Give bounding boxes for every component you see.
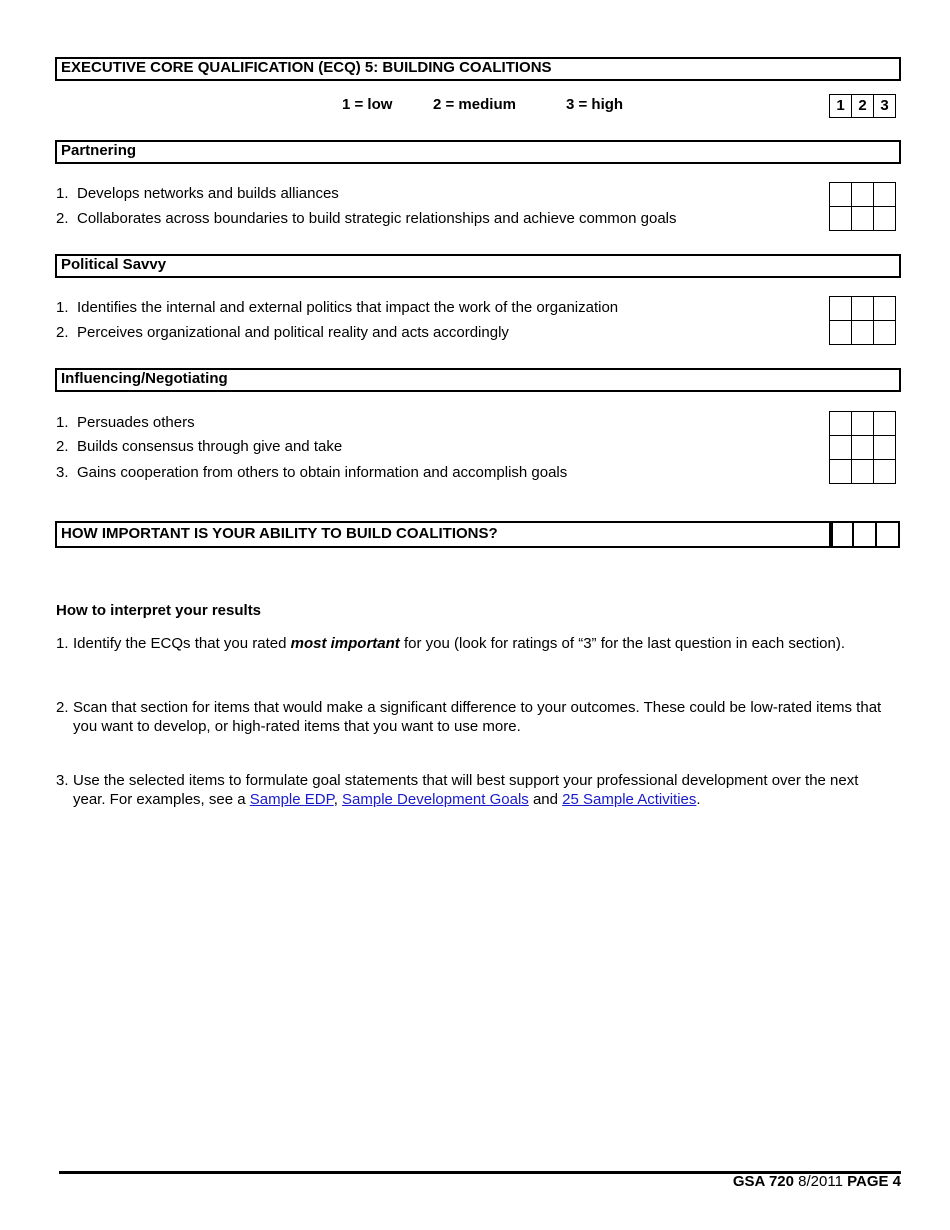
- step-text: [73, 634, 891, 653]
- list-item: [56, 299, 618, 316]
- rating-grid-political-savvy: [829, 296, 896, 345]
- scale-low: 1 = low: [342, 96, 393, 113]
- footer: [733, 1173, 901, 1190]
- rating-cell[interactable]: [874, 412, 896, 436]
- list-item: [56, 414, 195, 431]
- item-number: 2.: [56, 210, 69, 227]
- step-number: 2.: [56, 699, 69, 716]
- group-title: Political Savvy: [61, 256, 167, 273]
- page-number: PAGE 4: [847, 1173, 901, 1190]
- group-title-bar-partnering: [55, 140, 901, 164]
- item-number: 2.: [56, 438, 69, 455]
- item-text: Perceives organizational and political reality and acts accordingly: [77, 324, 509, 341]
- list-item: [56, 210, 677, 227]
- step-emphasis: most important: [290, 635, 400, 652]
- rating-cell[interactable]: [830, 321, 852, 345]
- rating-cell[interactable]: [852, 297, 874, 321]
- rating-cell[interactable]: [874, 436, 896, 460]
- sample-development-goals-link[interactable]: Sample Development Goals: [342, 791, 529, 808]
- rating-cell[interactable]: [852, 183, 874, 207]
- rating-cell[interactable]: [852, 207, 874, 231]
- step-number: 3.: [56, 772, 69, 789]
- interpret-heading: How to interpret your results: [56, 602, 262, 619]
- interpret-step-2: [56, 698, 891, 736]
- list-item: [56, 464, 567, 481]
- rating-cell[interactable]: [874, 183, 896, 207]
- item-number: 3.: [56, 464, 69, 481]
- step-text-part: Identify the ECQs that you rated: [73, 635, 291, 652]
- rating-cell[interactable]: [830, 436, 852, 460]
- step-text-part: and: [528, 791, 563, 808]
- step-text: Scan that section for items that would make a significant difference to your outcomes. These could be low-rated items that you want to develop, or high-rated items that you want to use more.: [73, 699, 882, 735]
- list-item: [56, 185, 339, 202]
- item-number: 1.: [56, 299, 69, 316]
- item-number: 1.: [56, 414, 69, 431]
- rating-cell[interactable]: [852, 436, 874, 460]
- step-text-part: ,: [333, 791, 343, 808]
- step-number: 1.: [56, 635, 69, 652]
- rating-header-1: 1: [830, 95, 852, 118]
- list-item: [56, 324, 509, 341]
- rating-cell[interactable]: [874, 321, 896, 345]
- step-text-part: .: [696, 791, 701, 808]
- group-title: Influencing/Negotiating: [61, 370, 228, 387]
- interpret-step-1: [56, 634, 891, 653]
- step-text: [73, 771, 891, 809]
- rating-cell[interactable]: [853, 522, 876, 547]
- item-text: Persuades others: [77, 414, 195, 431]
- scale-high: 3 = high: [566, 96, 624, 113]
- rating-cell[interactable]: [830, 297, 852, 321]
- item-text: Identifies the internal and external politics that impact the work of the organization: [77, 299, 619, 316]
- group-title-bar-influencing: [55, 368, 901, 392]
- rating-cell[interactable]: [830, 460, 852, 484]
- rating-cell[interactable]: [852, 321, 874, 345]
- rating-grid-partnering: [829, 182, 896, 231]
- item-number: 1.: [56, 185, 69, 202]
- rating-grid-influencing: [829, 411, 896, 484]
- rating-cell[interactable]: [852, 460, 874, 484]
- rating-cell[interactable]: [830, 207, 852, 231]
- rating-cell[interactable]: [830, 412, 852, 436]
- rating-cell[interactable]: [830, 522, 853, 547]
- scale-medium: 2 = medium: [433, 96, 516, 113]
- rating-header-3: 3: [874, 95, 896, 118]
- rating-cell[interactable]: [830, 183, 852, 207]
- form-date: 8/2011: [793, 1173, 848, 1190]
- item-number: 2.: [56, 324, 69, 341]
- form-number: GSA 720: [732, 1173, 794, 1190]
- rating-scale-header: [829, 94, 896, 118]
- item-text: Develops networks and builds alliances: [77, 185, 339, 202]
- step-text-part: for you (look for ratings of “3” for the last question in each section).: [399, 635, 846, 652]
- section-title: EXECUTIVE CORE QUALIFICATION (ECQ) 5: BUILDING COALITIONS: [61, 59, 552, 76]
- importance-question: HOW IMPORTANT IS YOUR ABILITY TO BUILD COALITIONS?: [61, 525, 498, 542]
- rating-cell[interactable]: [876, 522, 899, 547]
- section-title-bar: [55, 57, 901, 81]
- rating-cell[interactable]: [874, 297, 896, 321]
- group-title: Partnering: [61, 142, 137, 159]
- list-item: [56, 438, 342, 455]
- rating-cell[interactable]: [852, 412, 874, 436]
- item-text: Gains cooperation from others to obtain information and accomplish goals: [77, 464, 568, 481]
- step-text-part: Use the selected items to formulate goal statements that will best support your professional development over the next year. For examples, see a: [73, 772, 859, 808]
- rating-cell[interactable]: [874, 207, 896, 231]
- interpret-step-3: [56, 771, 891, 809]
- item-text: Collaborates across boundaries to build strategic relationships and achieve common goals: [77, 210, 677, 227]
- sample-activities-link[interactable]: 25 Sample Activities: [562, 791, 697, 808]
- sample-edp-link[interactable]: Sample EDP: [249, 791, 334, 808]
- group-title-bar-political-savvy: [55, 254, 901, 278]
- importance-rating-grid: [829, 521, 900, 548]
- rating-cell[interactable]: [874, 460, 896, 484]
- rating-header-2: 2: [852, 95, 874, 118]
- item-text: Builds consensus through give and take: [77, 438, 343, 455]
- importance-question-bar: [55, 521, 833, 548]
